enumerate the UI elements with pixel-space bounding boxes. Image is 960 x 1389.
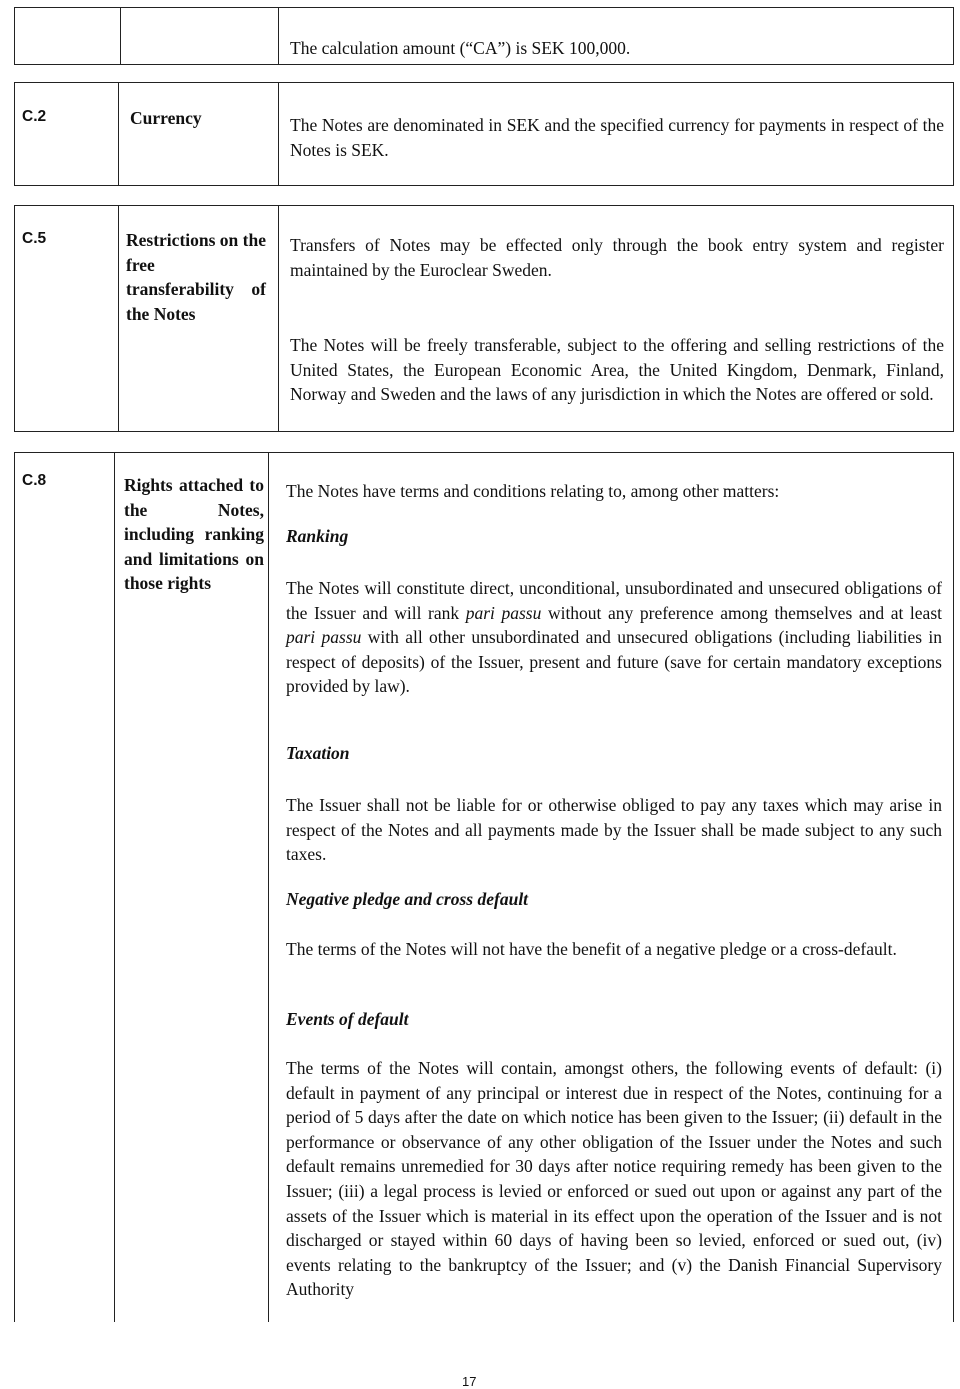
section-number-c2: C.2 [22, 108, 47, 125]
transferability-heading: Restrictions on the free transferability of the Notes [126, 230, 266, 324]
ranking-pari-passu-1: pari passu [465, 602, 542, 623]
page-number: 17 [462, 1374, 477, 1389]
ranking-text-c: with all other unsubordinated and unsecured obligations (including liabilities in respect of deposits) of the Issuer, present and future (save for certain mandatory exceptions provided by law). [286, 627, 942, 697]
negative-pledge-title: Negative pledge and cross default [286, 889, 529, 909]
currency-text: The Notes are denominated in SEK and the specified currency for payments in respect of the Notes is SEK. [290, 115, 944, 160]
ranking-text-b: without any preference among themselves and at least [541, 602, 942, 623]
transfer-paragraph-2: The Notes will be freely transferable, subject to the offering and selling restrictions of the United States, the European Economic Area, the United Kingdom, Denmark, Finland, Norway and Sweden and the laws of any jurisdiction in which the Notes are offered or sold. [290, 335, 944, 405]
ranking-text [286, 576, 942, 699]
ranking-pari-passu-2: pari passu [286, 627, 362, 648]
ranking-title: Ranking [286, 526, 349, 546]
events-of-default-text: The terms of the Notes will contain, amongst others, the following events of default: (i) default in payment of any principal or interest due in respect of the Notes, continuing for a period of 5 days after the date on which notice has been given to the Issuer; (ii) default in the performance or observance of any other obligation of the Issuer under the Notes and such default remains unremedied for 30 days after notice requiring remedy has been given to the Issuer; (iii) a legal process is levied or enforced or sued out upon or against any part of the assets of the Issuer which is material in its effect upon the operation of the Issuer and is not discharged or stayed within 60 days of having been so levied, enforced or sued out, (iv) events relating to the bankruptcy of the Issuer; and (v) the Danish Financial Supervisory Authority [286, 1058, 942, 1300]
section-number-c5: C.5 [22, 230, 47, 247]
ranking-text-a: The Notes will constitute direct, unconditional, unsubordinated and unsecured obligations of the Issuer and will rank [286, 578, 942, 623]
currency-heading: Currency [130, 108, 202, 128]
taxation-title: Taxation [286, 743, 350, 763]
rights-intro: The Notes have terms and conditions relating to, among other matters: [286, 481, 780, 501]
rights-heading: Rights attached to the Notes, including ranking and limitations on those rights [124, 475, 264, 594]
negative-pledge-text: The terms of the Notes will not have the benefit of a negative pledge or a cross-default. [286, 939, 897, 959]
calculation-amount-text: The calculation amount (“CA”) is SEK 100,000. [290, 38, 631, 58]
taxation-text: The Issuer shall not be liable for or otherwise obliged to pay any taxes which may arise in respect of the Notes and all payments made by the Issuer shall be made subject to any such taxes. [286, 795, 942, 865]
transfer-paragraph-1: Transfers of Notes may be effected only through the book entry system and register maintained by the Euroclear Sweden. [290, 235, 944, 280]
section-number-c8: C.8 [22, 472, 47, 489]
events-of-default-title: Events of default [286, 1009, 409, 1029]
